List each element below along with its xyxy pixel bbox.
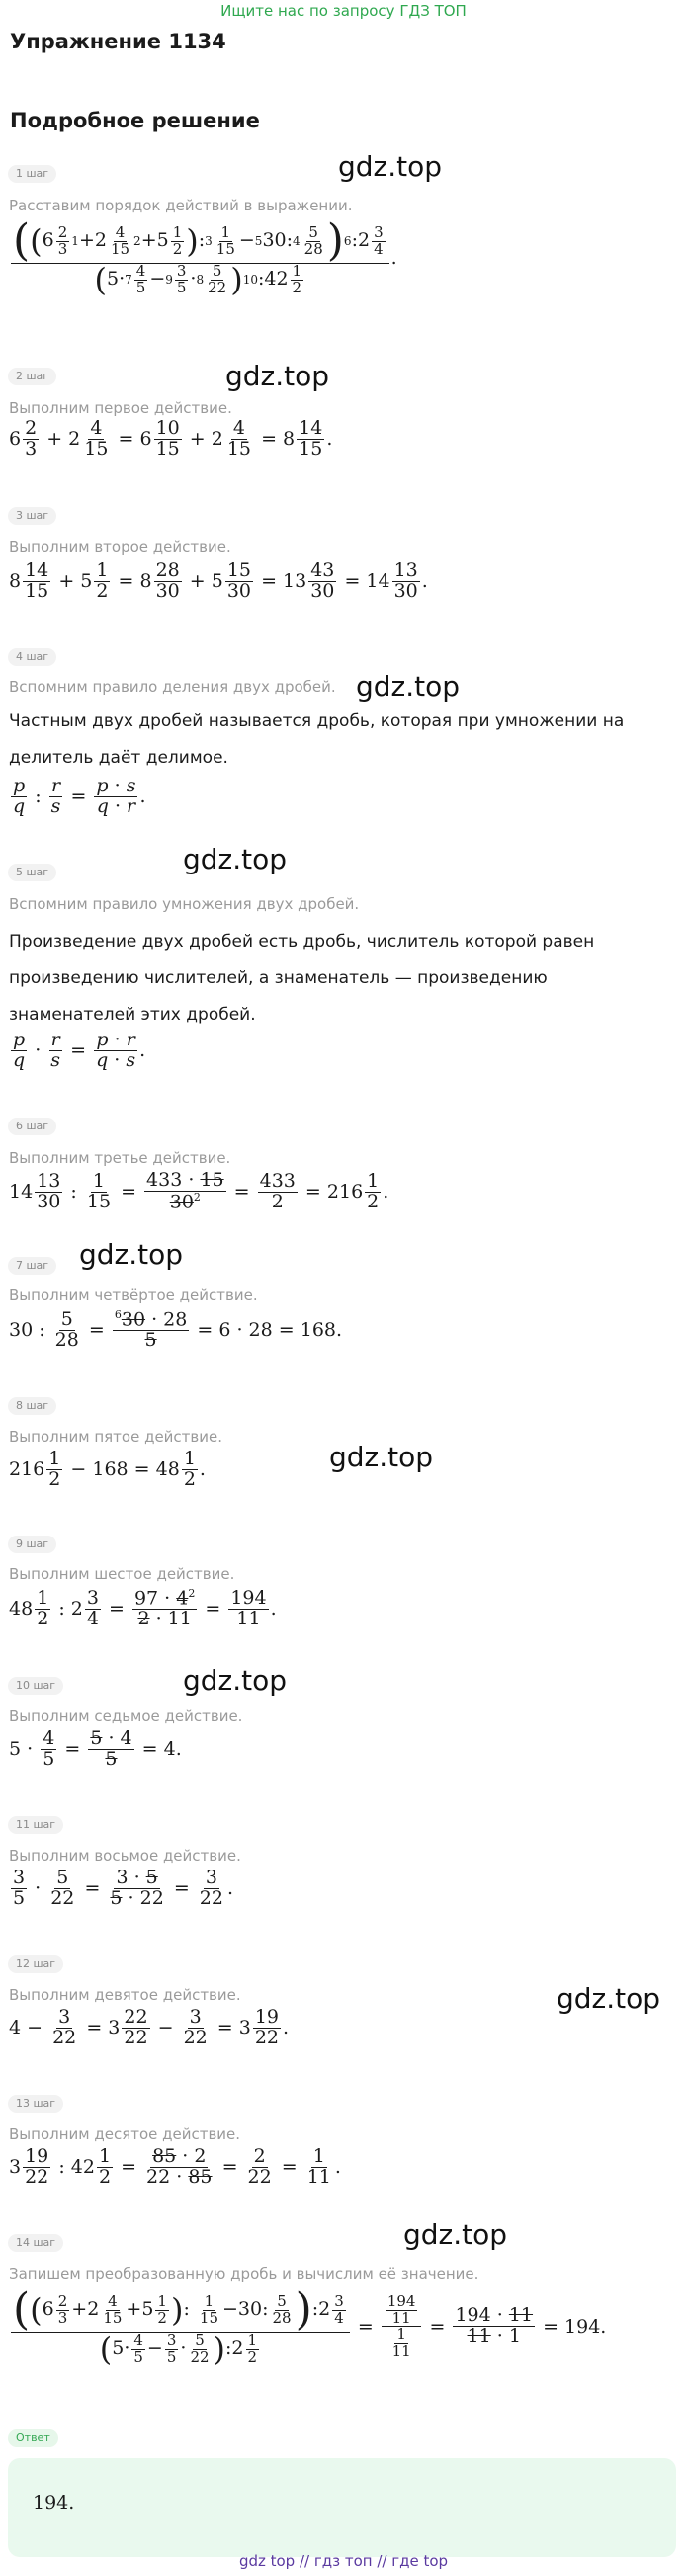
step-badge: 8 шаг [8,1397,56,1415]
step-badge: 9 шаг [8,1536,56,1553]
watermark: gdz.top [183,843,288,875]
watermark: gdz.top [79,1238,184,1271]
watermark: gdz.top [225,360,330,392]
step-hint: Расставим порядок действий в выражении. [9,197,353,214]
step-hint: Выполним пятое действие. [9,1428,223,1446]
step-hint: Выполним третье действие. [9,1149,231,1167]
step-hint: Вспомним правило деления двух дробей. [9,678,336,696]
step-hint: Выполним восьмое действие. [9,1847,241,1865]
watermark: gdz.top [356,670,461,703]
answer-value: 194. [33,2492,75,2514]
page-title: Упражнение 1134 [10,30,226,53]
step-badge: 5 шаг [8,864,56,881]
step-hint: Вспомним правило умножения двух дробей. [9,895,360,913]
multiplication-rule-formula: $\frac{p}{q}$ · $\frac{r}{s}$ = $\frac{p \cdot r}{q \cdot s}$ . [13,1029,146,1071]
watermark: gdz.top [557,1982,661,2015]
answer-box [8,2458,676,2557]
step-6-expression: 14 $\frac{13}{30}$ : $\frac{1}{15}$ = $\frac{433 \cdot 15}{30^2}$ = $\frac{433}{2}$ = 216 $\frac{1}{2}$ . [9,1169,389,1213]
answer-badge: Ответ [8,2429,58,2447]
step-hint: Выполним второе действие. [9,539,231,556]
step-10-expression: 5 · $\frac{4}{5}$ = $\frac{5 \cdot 4}{5}$ = 4. [9,1727,182,1770]
rule-text: Произведение двух дробей есть дробь, числитель которой равен произведению числителей, а знаменатель — произведению знаменателей этих дробей. [9,932,595,1025]
step-hint: Выполним первое действие. [9,399,232,417]
step-badge: 7 шаг [8,1257,56,1275]
search-banner[interactable]: Ищите нас по запросу ГДЗ ТОП [220,2,467,20]
step-11-expression: $\frac{3}{5}$ · $\frac{5}{22}$ = $\frac{3 \cdot 5}{5 \cdot 22}$ = $\frac{3}{22}$ . [13,1867,234,1909]
step-badge: 6 шаг [8,1118,56,1135]
step-hint: Выполним седьмое действие. [9,1707,243,1725]
section-title: Подробное решение [10,109,260,132]
step-badge: 1 шаг [8,165,56,183]
division-rule-formula: $\frac{p}{q}$ : $\frac{r}{s}$ = $\frac{p \cdot s}{q \cdot r}$ . [13,775,146,817]
rule-text: Частным двух дробей называется дробь, которая при умножении на делитель даёт делимое. [9,711,625,768]
footer-links[interactable]: gdz top // гдз топ // где top [238,2552,449,2570]
step-13-expression: 3 $\frac{19}{22}$ : 42 $\frac{1}{2}$ = $\frac{85 \cdot 2}{22 \cdot 85}$ = $\frac{2}{22}$ = $\frac{1}{11}$ . [9,2145,341,2188]
step-7-expression: 30 : $\frac{5}{28}$ = $\frac{^630 \cdot 28}{5}$ = 6 · 28 = 168. [9,1307,343,1352]
step-badge: 2 шаг [8,368,56,385]
step-3-expression: 8 $\frac{14}{15}$ + 5 $\frac{1}{2}$ = 8 $\frac{28}{30}$ + 5 $\frac{15}{30}$ = 13 $\frac{43}{30}$ = 14 $\frac{13}{30}$ . [9,559,428,602]
step-badge: 3 шаг [8,507,56,525]
step-14-expression: ( ( 6 $\frac{2}{3}$ +2 $\frac{4}{15}$ +5 $\frac{1}{2}$ ) : $\frac{1}{15}$ −30: $\frac{5}{28}$ ) :2 $\frac{3}{4}$ ( 5· $\frac{4}{5}$ − $\frac{3}{5}$ · $\frac{5}{22}$ ) :2 $\frac{1}{2}$ = $\frac{\frac{194}{11}}{\frac{1}{11}}$ = $\frac{194 \cdot 11}{11 \cdot 1}$ = 194. [13,2285,607,2368]
step-hint: Выполним четвёртое действие. [9,1287,258,1304]
step-1-expression: ( ( 6 $\frac{2}{3}$ 1 +2 $\frac{4}{15}$ 2 +5 $\frac{1}{2}$ ) : 3 $\frac{1}{15}$ − 5 30: 4 $\frac{5}{28}$ ) 6 :2 $\frac{3}{4}$ ( 5· 7 $\frac{4}{5}$ − 9 $\frac{3}{5}$ · 8 $\frac{5}{22}$ ) 10 :42 $\frac{1}{2}$ . [13,215,397,299]
watermark: gdz.top [403,2218,508,2251]
step-hint: Запишем преобразованную дробь и вычислим её значение. [9,2265,479,2283]
step-hint: Выполним девятое действие. [9,1986,241,2004]
step-12-expression: 4 − $\frac{3}{22}$ = 3 $\frac{22}{22}$ − $\frac{3}{22}$ = 3 $\frac{19}{22}$ . [9,2006,290,2048]
step-badge: 4 шаг [8,648,56,666]
step-badge: 14 шаг [8,2234,63,2252]
watermark: gdz.top [183,1664,288,1697]
step-badge: 10 шаг [8,1677,63,1695]
step-hint: Выполним десятое действие. [9,2125,241,2143]
step-9-expression: 48 $\frac{1}{2}$ : 2 $\frac{3}{4}$ = $\frac{97 \cdot 4^2}{2 \cdot 11}$ = $\frac{194}{11}$ . [9,1586,277,1630]
watermark: gdz.top [338,150,443,183]
watermark: gdz.top [329,1441,434,1473]
step-badge: 13 шаг [8,2095,63,2113]
step-2-expression: 6 $\frac{2}{3}$ + 2 $\frac{4}{15}$ = 6 $\frac{10}{15}$ + 2 $\frac{4}{15}$ = 8 $\frac{14}{15}$ . [9,417,333,459]
step-hint: Выполним шестое действие. [9,1565,235,1583]
step-badge: 11 шаг [8,1816,63,1834]
step-8-expression: 216 $\frac{1}{2}$ − 168 = 48 $\frac{1}{2}$ . [9,1448,206,1490]
step-badge: 12 шаг [8,1955,63,1973]
